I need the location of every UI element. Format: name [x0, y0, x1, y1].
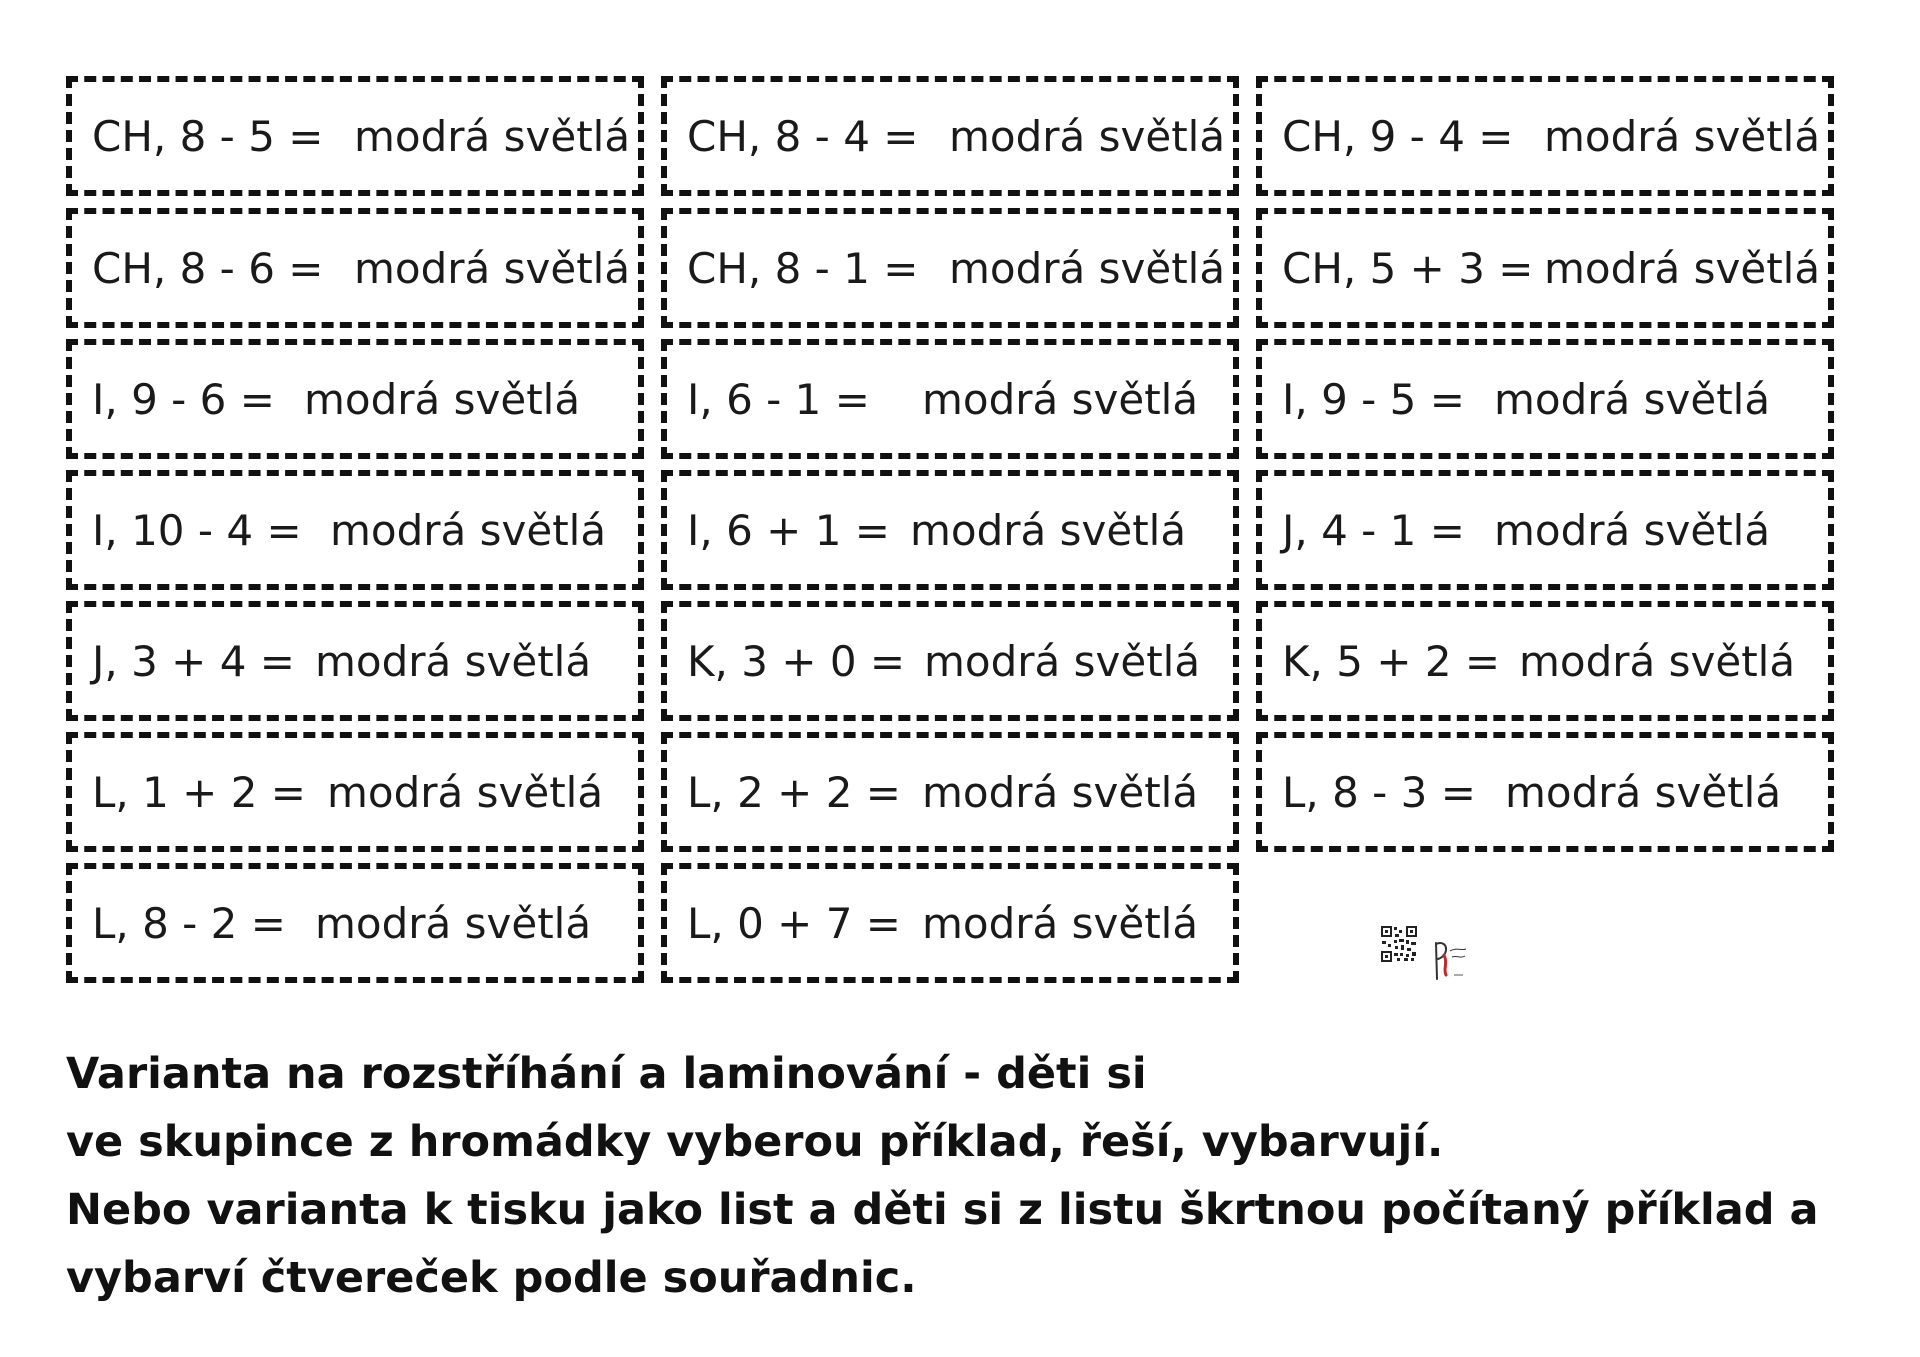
task-card [66, 601, 644, 721]
card-color: modrá světlá [949, 243, 1226, 293]
card-equation: CH, 5 + 3 = [1282, 243, 1534, 293]
task-card [1256, 601, 1834, 721]
card-equation: CH, 9 - 4 = [1282, 111, 1514, 161]
card-color: modrá světlá [922, 898, 1199, 948]
card-color: modrá světlá [949, 111, 1226, 161]
card-equation: CH, 8 - 6 = [92, 243, 324, 293]
card-color: modrá světlá [1519, 636, 1796, 686]
card-grid [66, 76, 1836, 986]
task-card [1256, 339, 1834, 459]
card-equation: J, 3 + 4 = [92, 636, 295, 686]
card-equation: I, 10 - 4 = [92, 505, 302, 555]
task-card [661, 732, 1239, 852]
task-card [1256, 76, 1834, 196]
card-equation: CH, 8 - 1 = [687, 243, 919, 293]
card-color: modrá světlá [315, 636, 592, 686]
qr-code-icon [1380, 925, 1418, 963]
task-card [66, 732, 644, 852]
card-equation: L, 8 - 3 = [1282, 767, 1476, 817]
task-card [1256, 470, 1834, 590]
card-equation: L, 0 + 7 = [687, 898, 901, 948]
task-card [661, 601, 1239, 721]
task-card [66, 470, 644, 590]
instructions-line: Varianta na rozstříhání a laminování - děti si [66, 1049, 1147, 1099]
instructions-text [66, 1040, 1866, 1312]
card-equation: I, 9 - 5 = [1282, 374, 1465, 424]
card-color: modrá světlá [1505, 767, 1782, 817]
task-card [661, 863, 1239, 983]
card-equation: L, 2 + 2 = [687, 767, 901, 817]
card-equation: K, 3 + 0 = [687, 636, 906, 686]
card-equation: L, 8 - 2 = [92, 898, 286, 948]
card-color: modrá světlá [304, 374, 581, 424]
task-card [1256, 208, 1834, 328]
task-card [66, 863, 644, 983]
card-color: modrá světlá [922, 374, 1199, 424]
instructions-line: Nebo varianta k tisku jako list a děti si z listu škrtnou počítaný příklad a [66, 1185, 1819, 1235]
instructions-line: ve skupince z hromádky vyberou příklad, řeší, vybarvují. [66, 1117, 1444, 1167]
card-equation: I, 6 - 1 = [687, 374, 870, 424]
task-card [661, 339, 1239, 459]
card-equation: I, 6 + 1 = [687, 505, 890, 555]
card-color: modrá světlá [910, 505, 1187, 555]
task-card [661, 470, 1239, 590]
task-card [66, 208, 644, 328]
card-color: modrá světlá [315, 898, 592, 948]
author-logo [1380, 925, 1470, 985]
card-color: modrá světlá [354, 243, 631, 293]
card-color: modrá světlá [327, 767, 604, 817]
card-color: modrá světlá [354, 111, 631, 161]
card-color: modrá světlá [1494, 505, 1771, 555]
card-color: modrá světlá [922, 767, 1199, 817]
card-equation: K, 5 + 2 = [1282, 636, 1501, 686]
card-equation: L, 1 + 2 = [92, 767, 306, 817]
card-color: modrá světlá [1544, 111, 1821, 161]
task-card [66, 339, 644, 459]
task-card [661, 208, 1239, 328]
task-card [1256, 732, 1834, 852]
card-color: modrá světlá [924, 636, 1201, 686]
card-equation: CH, 8 - 5 = [92, 111, 324, 161]
card-equation: CH, 8 - 4 = [687, 111, 919, 161]
instructions-line: vybarví čtvereček podle souřadnic. [66, 1253, 917, 1303]
card-equation: I, 9 - 6 = [92, 374, 275, 424]
task-card [66, 76, 644, 196]
card-color: modrá světlá [330, 505, 607, 555]
signature-logo [1430, 935, 1470, 985]
card-color: modrá světlá [1494, 374, 1771, 424]
task-card [661, 76, 1239, 196]
card-equation: J, 4 - 1 = [1282, 505, 1465, 555]
card-color: modrá světlá [1544, 243, 1821, 293]
